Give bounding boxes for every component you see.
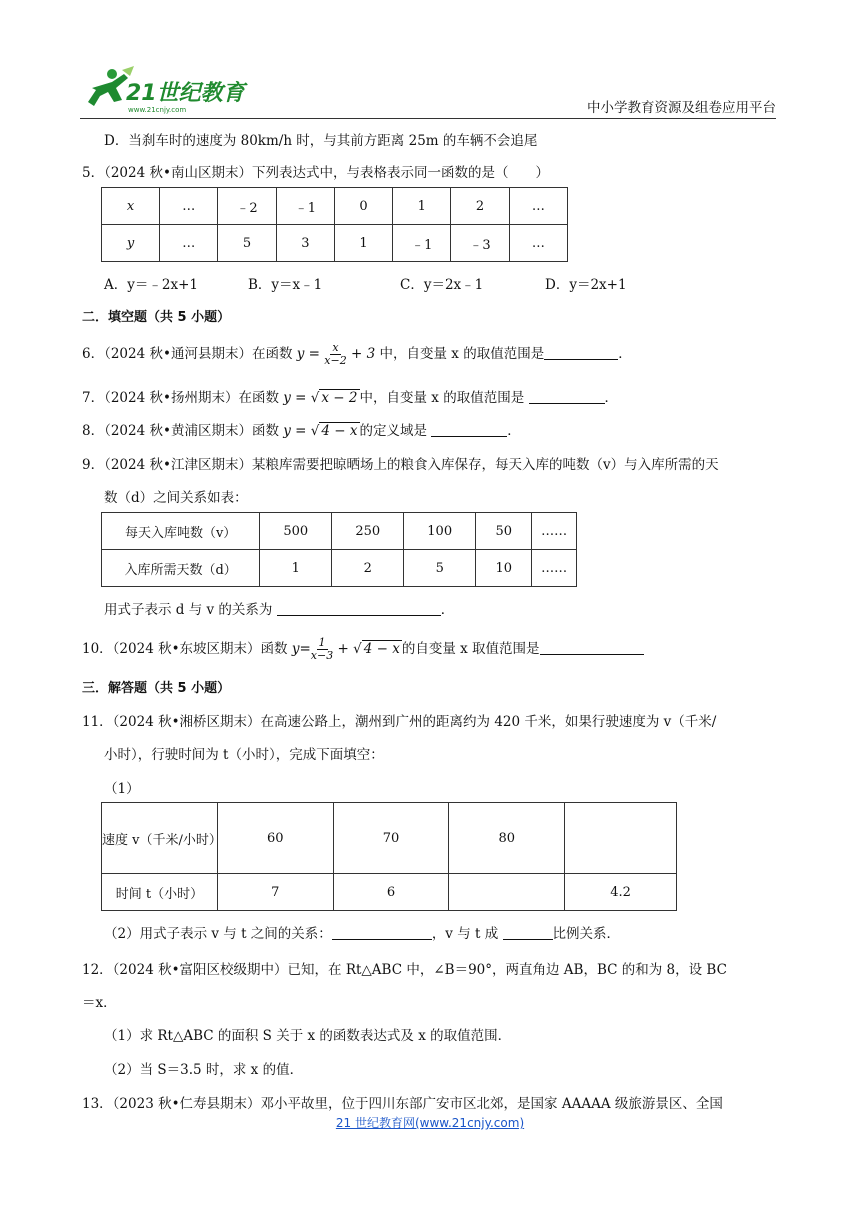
table-cell: 250 [332,513,404,550]
table-cell: 500 [260,513,332,550]
q11-text-a: （2）用式子表示 v 与 t 之间的关系： [104,926,332,942]
q6-answer-blank[interactable] [544,346,618,360]
table-cell: x [102,188,160,225]
q9-text: 用式子表示 d 与 v 的关系为 [104,602,273,618]
table-cell: … [509,188,567,225]
q4-option-d: D．当刹车时的速度为 80km/h 时，与其前方距离 25m 的车辆不会追尾 [104,133,538,149]
table-cell: 60 [217,803,333,874]
q5-option-b: B．y＝x﹣1 [248,277,323,293]
table-cell: 1 [393,188,451,225]
table-row [102,225,568,262]
footer-link[interactable]: 21 世纪教育网(www.21cnjy.com) [335,1116,525,1130]
q9-line-3: 用式子表示 d 与 v 的关系为 ． [104,602,455,618]
q11-line-2: 小时），行驶时间为 t（小时），完成下面填空： [104,747,384,763]
table-cell: 入库所需天数（d） [102,550,260,587]
table-row [102,803,677,874]
table-cell: ﹣1 [393,225,451,262]
q10-plus: + [337,641,349,657]
q8-text-a: 8．（2024 秋•黄浦区期末）函数 [82,423,279,439]
q5-option-c: C．y＝2x﹣1 [400,277,484,293]
table-cell: 50 [476,513,532,550]
q10-radicand: 4 − x [363,641,400,657]
q12-part-1: （1）求 Rt△ABC 的面积 S 关于 x 的函数表达式及 x 的取值范围． [104,1028,512,1044]
table-cell: … [160,188,218,225]
q7-text-b: 中，自变量 x 的取值范围是 [359,390,525,406]
table-cell: 0 [334,188,392,225]
q10: 10．（2024 秋•东坡区期末）函数 y= $\frac{1}{x-3}$ + √ 4 − x 的自变量 x 取值范围是 [82,637,644,662]
table-cell: 速度 v（千米/小时） [102,803,218,874]
q11-text-c: 比例关系． [552,926,621,942]
table-cell: 1 [260,550,332,587]
q11-text-b: ，v 与 t 成 [431,926,499,942]
q7: 7．（2024 秋•扬州期末）在函数 y = √ x − 2 中，自变量 x 的取值范围是 ． [82,390,618,406]
table-cell: 6 [333,874,449,911]
q6-text-b: 中，自变量 x 的取值范围是 [379,346,545,362]
q6: 6．（2024 秋•通河县期末）在函数 y = $\frac{x}{x-2}$ + 3 中，自变量 x 的取值范围是 ． [82,341,632,367]
q7-math-y: y = [283,390,307,406]
q6-text-a: 6．（2024 秋•通河县期末）在函数 [82,346,293,362]
q11-answer-blank-2[interactable] [503,926,553,940]
table-cell: ﹣1 [276,188,334,225]
q8-answer-blank[interactable] [431,423,507,437]
table-cell: 3 [276,225,334,262]
q5-table [101,187,568,262]
table-cell: 80 [449,803,565,874]
table-row [102,513,577,550]
q8-radicand: 4 − x [321,423,358,439]
table-cell: … [509,225,567,262]
table-cell [449,874,565,911]
table-cell: 5 [404,550,476,587]
table-cell: 2 [451,188,509,225]
q7-text-a: 7．（2024 秋•扬州期末）在函数 [82,390,279,406]
q11-part-1-label: （1） [104,781,140,797]
table-cell: … [160,225,218,262]
q9-table [101,512,577,587]
q9-line-2: 数（d）之间关系如表： [104,490,248,506]
table-cell: 每天入库吨数（v） [102,513,260,550]
table-cell: 2 [332,550,404,587]
svg-text:21世纪教育: 21世纪教育 [126,81,245,106]
table-cell: 70 [333,803,449,874]
table-cell: 5 [218,225,276,262]
table-cell: 10 [476,550,532,587]
q6-frac-num: x [332,341,339,354]
q7-radicand: x − 2 [321,390,358,406]
q12-line-1: 12．（2024 秋•富阳区校级期中）已知，在 Rt△ABC 中，∠B＝90°，两直角边 AB，BC 的和为 8，设 BC [82,962,727,978]
q10-text-b: 的自变量 x 取值范围是 [401,641,540,657]
table-cell: 100 [404,513,476,550]
q11-table [101,802,677,911]
q10-answer-blank[interactable] [540,641,644,655]
q6-math-tail: + 3 [351,346,376,362]
q5-stem: 5．（2024 秋•南山区期末）下列表达式中，与表格表示同一函数的是（ ） [82,165,549,181]
table-cell: 4.2 [565,874,677,911]
q5-option-d: D．y＝2x+1 [545,277,627,293]
table-cell: …… [532,550,577,587]
table-row [102,550,577,587]
q11-answer-blank-1[interactable] [332,926,432,940]
q13-line-1: 13．（2023 秋•仁寿县期末）邓小平故里，位于四川东部广安市区北郊，是国家 AAAAA 级旅游景区、全国 [82,1096,723,1112]
q6-math-y: y = [296,346,320,362]
site-logo [82,66,250,116]
q12-line-2: ＝x． [82,995,117,1011]
table-cell: 1 [334,225,392,262]
q10-fraction [311,637,333,662]
q12-part-2: （2）当 S＝3.5 时，求 x 的值． [104,1062,304,1078]
table-cell: y [102,225,160,262]
header-divider [80,118,776,119]
q10-frac-num: 1 [318,636,326,649]
q11-line-1: 11．（2024 秋•湘桥区期末）在高速公路上，潮州到广州的距离约为 420 千米，如果行驶速度为 v（千米/ [82,714,717,730]
section-3-heading: 三．解答题（共 5 小题） [82,681,231,696]
q11-part-2 [104,922,620,942]
table-cell: ﹣2 [218,188,276,225]
q8-math-y: y = [283,423,307,439]
q6-frac-den: x−2 [324,354,347,367]
table-row [102,188,568,225]
q6-fraction [324,342,346,367]
table-cell: 7 [217,874,333,911]
table-cell: ﹣3 [451,225,509,262]
q10-text-a: 10．（2024 秋•东坡区期末）函数 [82,641,288,657]
q9-line-1: 9．（2024 秋•江津区期末）某粮库需要把晾晒场上的粮食入库保存，每天入库的吨数（v）与入库所需的天 [82,457,719,473]
q10-math-y: y= [291,641,311,657]
q7-answer-blank[interactable] [529,390,605,404]
platform-name: 中小学教育资源及组卷应用平台 [587,100,776,116]
table-cell: 时间 t（小时） [102,874,218,911]
q9-answer-blank[interactable] [277,602,441,616]
q10-frac-den: x−3 [310,649,334,662]
q8: 8．（2024 秋•黄浦区期末）函数 y = √ 4 − x 的定义域是 ． [82,423,521,439]
svg-text:www.21cnjy.com: www.21cnjy.com [128,106,187,114]
q8-text-b: 的定义域是 [359,423,427,439]
section-2-heading: 二．填空题（共 5 小题） [82,310,231,325]
table-cell: …… [532,513,577,550]
q5-option-a: A．y＝﹣2x+1 [104,277,198,293]
table-cell [565,803,677,874]
table-row [102,874,677,911]
